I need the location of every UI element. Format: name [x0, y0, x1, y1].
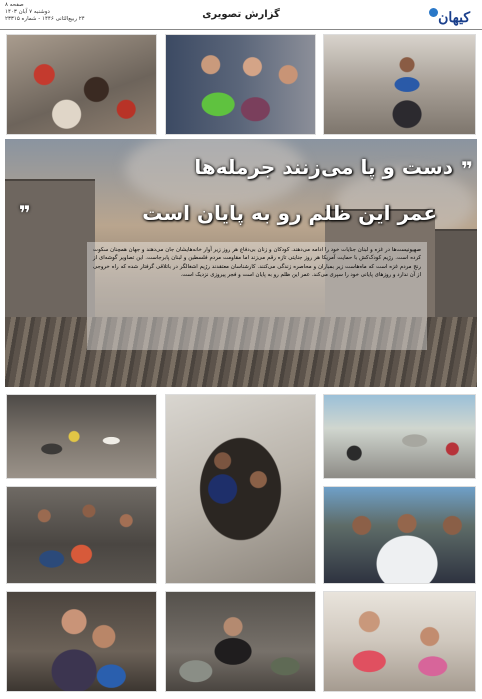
article-body: صهیونیست‌ها در غزه و لبنان جنایات خود را ادامه می‌دهند. کودکان و زنان بی‌دفاع هر روز زیر آوار خانه‌هایشان جان می‌دهند و جهان همچنان سکوت کرده است. رژیم کودک‌کش با حمایت آمریکا هر روز جنایتی تازه رقم می‌زند اما مقاومت مردم فلسطین و لبنان پابرجاست. این تصاویر گوشه‌ای از رنج مردم غزه است که ماه‌هاست زیر بمباران و محاصره زندگی می‌کنند. کارشناسان معتقدند رژیم اشغالگر در باتلاقی گرفتار شده که راه خروجی از آن ندارد و روزهای پایانی خود را سپری می‌کند. عمر این ظلم رو به پایان است و فجر پیروزی نزدیک است. — [93, 247, 421, 279]
date-hijri: ۲۴ ربیع‌الثانی ۱۴۴۶ — [42, 16, 85, 22]
photo-children-shelter — [165, 34, 316, 135]
photo-crying-children — [6, 591, 157, 692]
quote-mark-icon: ❞ — [461, 157, 473, 181]
photo-injured-girls — [323, 591, 476, 692]
newspaper-header — [0, 0, 482, 30]
logo-text: کیهان — [438, 10, 470, 26]
date-persian: دوشنبه ۷ آبان ۱۴۰۳ — [5, 9, 50, 15]
photo-grieving-women — [165, 591, 316, 692]
hero-image — [5, 139, 477, 387]
photo-wounded-man-rubble — [6, 34, 157, 135]
photo-crowd-lifting-victims — [6, 486, 157, 584]
photo-men-carrying-shrouded-body — [323, 486, 476, 584]
photo-rescue-team-ruins — [6, 394, 157, 479]
headline-line-1: دست و پا می‌زنند جرمله‌ها — [194, 155, 453, 179]
photo-men-in-collapsed-building — [165, 394, 316, 584]
issue-number: شماره ۲۳۳۱۵ — [5, 16, 37, 22]
section-title: گزارش تصویری — [202, 9, 280, 20]
quote-mark-icon: ❞ — [19, 201, 31, 225]
photo-boy-raising-arm — [323, 394, 476, 479]
issue-meta: صفحه ۸ دوشنبه ۷ آبان ۱۴۰۳ ۲۴ ربیع‌الثانی ۱۴۴۶ - شماره ۲۳۳۱۵ — [5, 2, 85, 22]
photo-man-carrying-child — [323, 34, 476, 135]
headline-line-2: عمر این ظلم رو به پایان است — [142, 201, 437, 225]
page-number: صفحه ۸ — [5, 2, 24, 8]
article-text-box — [87, 242, 427, 350]
